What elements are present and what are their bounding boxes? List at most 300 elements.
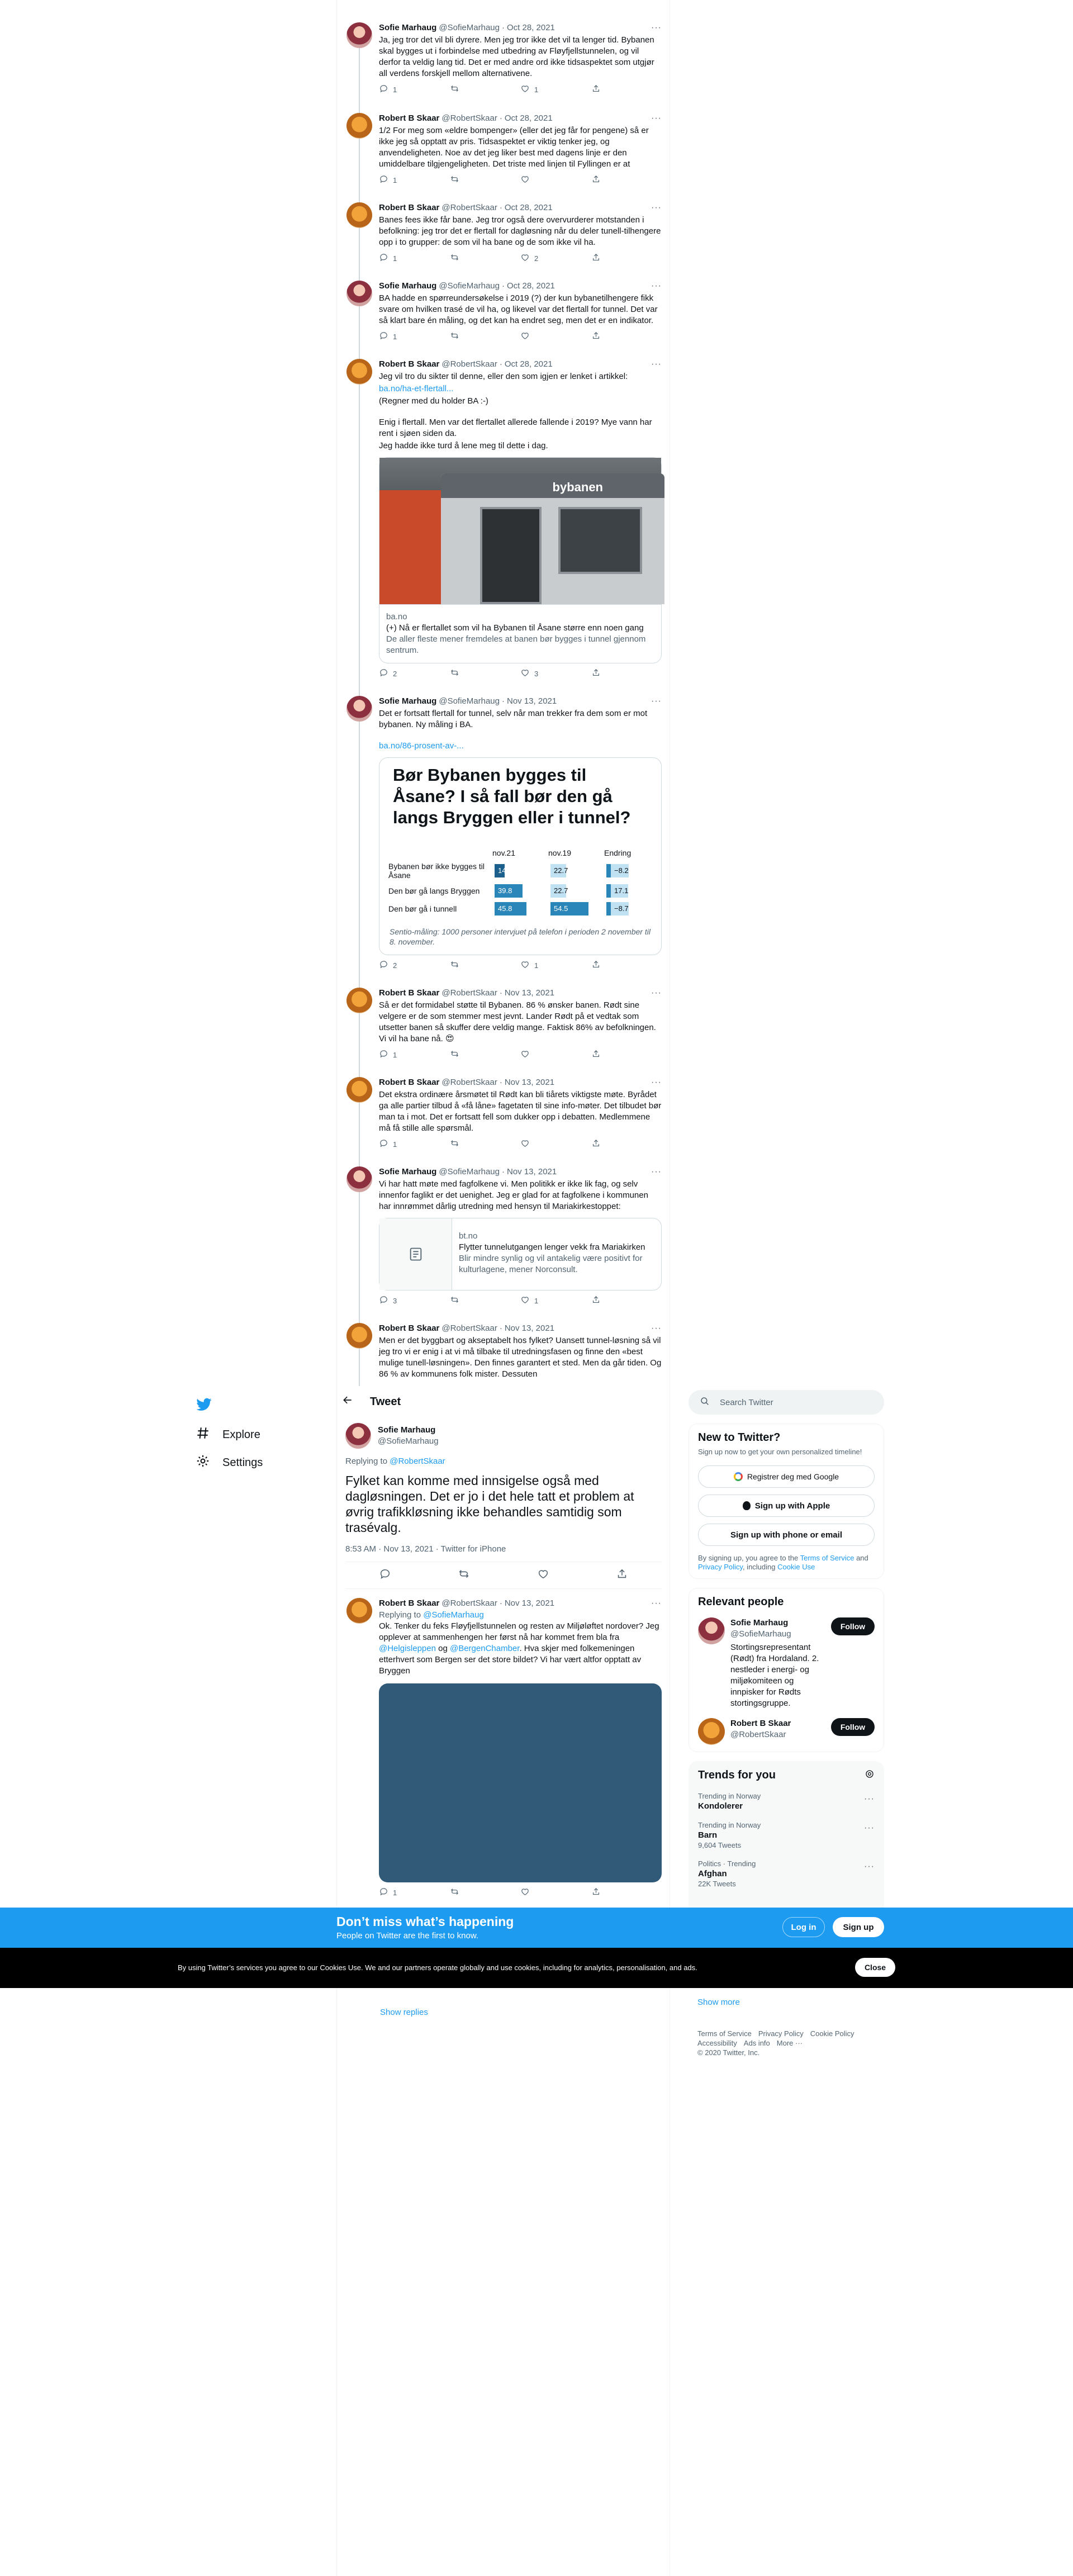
tweet-text-line: Enig i flertall. Men var det flertallet allerede fallende i 2019? Mye vann har rent i sjøen siden da. [379,418,652,438]
like-icon [520,1138,530,1150]
author-handle[interactable]: @RobertSkaar [441,1323,497,1333]
like-icon [520,253,530,264]
tweet-text-line: Jeg vil tro du sikter til denne, eller den som igjen er lenket i artikkel: [379,372,628,381]
thread-tweet[interactable] [345,1166,662,1311]
tweet-text-line: Jeg hadde ikke turd å lene meg til dette i dag. [379,441,548,450]
reply-count: 2 [393,961,397,970]
avatar[interactable] [346,281,372,306]
tweet-actions [379,79,662,99]
avatar[interactable] [345,1423,371,1449]
share-action[interactable] [591,1887,662,1898]
tweet-date[interactable]: Oct 28, 2021 [504,113,553,123]
separator-dot: · [499,1598,502,1608]
document-icon [379,1218,452,1290]
reply-count: 1 [393,1888,397,1897]
avatar[interactable] [346,696,372,722]
share-icon [591,84,601,95]
avatar[interactable] [346,22,372,48]
trend-context: Trending in Norway [698,1792,761,1800]
tweet-actions [379,1882,662,1903]
apple-icon [743,1501,751,1510]
like-action[interactable] [520,174,591,186]
author-name[interactable]: Robert B Skaar [379,203,440,212]
tweet-text [379,1000,662,1045]
signup-banner-subtitle: People on Twitter are the first to know. [336,1931,479,1941]
avatar[interactable] [346,1598,372,1624]
tweet-timestamp[interactable]: 8:53 AM · Nov 13, 2021 · Twitter for iPhone [345,1544,662,1562]
thread-tweet[interactable] [345,1077,662,1154]
signup-banner [0,1908,1073,1948]
left-nav [196,1392,324,1477]
tweet-text [379,708,662,752]
footer-link[interactable]: Ads info [743,2039,770,2047]
avatar[interactable] [346,1166,372,1192]
poll-bar-nov21: 14.5 [495,864,505,877]
tweet-link[interactable]: ba.no/86-prosent-av-... [379,741,464,751]
trend-context: Trending in Norway [698,1821,761,1829]
poll-row [386,860,654,882]
trend-context: Politics · Trending [698,1859,756,1868]
share-icon [591,1138,601,1150]
google-signup-label: Registrer deg med Google [747,1472,839,1481]
footer-link[interactable]: Cookie Policy [810,2029,854,2038]
card-title: Flytter tunnelutgangen lenger vekk fra Mariakirken [459,1242,645,1252]
retweet-icon [450,1138,459,1150]
conjunction: og [438,1644,448,1653]
poll-column-header: nov.19 [548,848,571,857]
show-replies-link[interactable]: Show replies [380,2008,428,2017]
poll-change: −8.7 [606,902,629,915]
avatar[interactable] [346,202,372,228]
reply-count: 1 [393,85,397,94]
share-icon[interactable] [616,1568,628,1583]
reply-icon [379,84,388,95]
tweet-actions [379,955,662,975]
poll-row [386,882,654,900]
author-handle[interactable]: @SofieMarhaug [439,696,500,706]
author-name[interactable]: Robert B Skaar [379,359,440,369]
google-signup-button[interactable] [698,1465,875,1488]
phone-signup-button[interactable] [698,1524,875,1546]
more-icon[interactable]: ··· [651,1598,662,1608]
person-handle[interactable]: @RobertSkaar [730,1730,786,1739]
person-bio: Stortingsrepresentant (Rødt) fra Hordaland. 2. nestleder i energi- og miljøkomiteen og innpisker for Rødts stortingsgruppe. [730,1643,819,1708]
poll-bar-nov19: 22.7 [550,884,566,898]
trend-item[interactable] [698,1859,875,1888]
retweet-icon[interactable] [458,1568,470,1583]
reply-count: 2 [393,669,397,678]
share-action[interactable] [591,1049,662,1060]
reply-icon[interactable] [379,1568,391,1583]
like-icon [520,1887,530,1898]
relevant-people-panel [689,1588,884,1752]
page-title: Tweet [370,1395,401,1408]
separator-dot: · [499,359,502,369]
more-icon[interactable]: ··· [651,696,662,706]
thread-tweet[interactable] [345,113,662,190]
author-name[interactable]: Robert B Skaar [379,1078,440,1087]
more-icon[interactable]: ··· [864,1823,875,1833]
terms-link[interactable]: Terms of Service [800,1554,854,1562]
thread-tweet[interactable] [345,696,662,975]
author-handle[interactable]: @RobertSkaar [441,988,497,998]
reply-icon [379,1138,388,1150]
like-action[interactable] [520,253,591,264]
relevant-person[interactable] [698,1718,875,1745]
link-preview-card[interactable] [379,457,662,663]
reply-action[interactable] [379,1049,450,1060]
back-arrow-icon[interactable] [342,1394,353,1409]
nav-settings-label: Settings [222,1456,263,1469]
tram-photo [379,458,661,604]
like-icon [520,668,530,679]
more-icon[interactable]: ··· [651,113,662,123]
replying-to [379,1610,662,1620]
tweet-text [379,293,662,326]
avatar[interactable] [346,1323,372,1349]
share-icon [591,1295,601,1306]
retweet-action[interactable] [450,960,521,971]
tweet-text [379,1179,662,1212]
like-count: 1 [534,1296,539,1305]
tweet-date[interactable]: Nov 13, 2021 [506,1167,557,1176]
cookie-close-button[interactable]: Close [855,1958,895,1977]
login-button[interactable]: Log in [782,1917,825,1937]
person-name[interactable]: Robert B Skaar [730,1719,791,1728]
retweet-action[interactable] [450,84,521,95]
like-icon [520,84,530,95]
avatar[interactable] [346,359,372,385]
like-action[interactable] [520,668,591,679]
replying-label: Replying to [345,1457,388,1466]
reply-icon [379,331,388,342]
thread-tweet[interactable] [345,202,662,268]
share-action[interactable] [591,174,662,186]
author-handle[interactable]: @RobertSkaar [441,359,497,369]
trend-title: Kondolerer [698,1801,743,1811]
reply-tweet[interactable] [345,1598,662,1903]
more-icon[interactable]: ··· [651,1167,662,1176]
tweet-date[interactable]: Nov 13, 2021 [504,1598,555,1608]
reply-action[interactable] [379,668,450,679]
replying-to-link[interactable]: @RobertSkaar [390,1457,445,1466]
nav-settings[interactable] [196,1449,324,1477]
tweet-date[interactable]: Oct 28, 2021 [504,359,553,369]
footer-link[interactable]: More ··· [776,2039,803,2047]
more-icon[interactable]: ··· [651,23,662,32]
reply-icon [379,1887,388,1898]
tweet-actions [379,248,662,268]
avatar[interactable] [346,988,372,1013]
retweet-icon [450,253,459,264]
author-handle[interactable]: @SofieMarhaug [439,1167,500,1176]
trend-title: Barn [698,1830,718,1840]
retweet-action[interactable] [450,1295,521,1306]
tweet-text [379,125,662,170]
nav-explore[interactable] [196,1421,324,1449]
author-name[interactable]: Sofie Marhaug [379,696,437,706]
like-icon[interactable] [537,1568,549,1583]
more-icon[interactable]: ··· [651,203,662,212]
author-name[interactable]: Robert B Skaar [379,988,440,998]
tweet-actions [379,170,662,190]
share-action[interactable] [591,84,662,95]
search-input[interactable] [689,1390,884,1415]
tweet-detail [345,1392,662,1903]
card-description: Blir mindre synlig og vil antakelig være positivt for kulturlagene, mener Norconsult. [459,1254,643,1274]
gear-icon[interactable] [865,1769,875,1782]
tweet-date[interactable]: Nov 13, 2021 [504,988,555,998]
tweet-actions [379,1045,662,1065]
card-description: De aller fleste mener fremdeles at banen bør bygges i tunnel gjennom sentrum. [386,634,646,655]
retweet-action[interactable] [450,668,521,679]
right-sidebar [689,1390,884,1931]
thread-tweet[interactable] [345,1323,662,1379]
retweet-action[interactable] [450,174,521,186]
more-icon[interactable]: ··· [651,281,662,291]
reply-action[interactable] [379,174,450,186]
like-action[interactable] [520,1887,591,1898]
terms-text: , including [742,1563,776,1571]
new-to-twitter-panel [689,1424,884,1579]
share-action[interactable] [591,253,662,264]
like-action[interactable] [520,331,591,342]
like-action[interactable] [520,1049,591,1060]
tweet-link[interactable]: ba.no/ha-et-flertall... [379,384,454,393]
reply-icon [379,960,388,971]
share-icon [591,668,601,679]
share-action[interactable] [591,668,662,679]
like-icon [520,174,530,186]
reply-icon [379,1049,388,1060]
poll-row-label: Den bør gå langs Bryggen [388,886,480,895]
trend-item[interactable] [698,1792,875,1811]
gear-icon [196,1454,210,1472]
search-placeholder: Search Twitter [720,1397,773,1407]
thread-tweet[interactable] [345,22,662,99]
trend-list [698,1792,875,1888]
apple-signup-button[interactable] [698,1495,875,1517]
tweet-text-line: Vi har hatt møte med fagfolkene vi. Men politikk er ikke lik fag, og selv innenfor faglikt er det uenighet. Jeg er glad for at fagfolkene i kommunen har innrømmet dårlig utredning med hensyn til Mariakirkestoppet: [379,1179,648,1211]
thread-tweet[interactable] [345,281,662,347]
share-action[interactable] [591,1295,662,1306]
thread-list [345,22,662,1379]
tweet-text-line: 1/2 For meg som «eldre bompenger» (eller det jeg får for pengene) så er ikke jeg så opptatt av pris. Tidsaspektet er viktig tenker jeg, og anvendeligheten. Noe av det jeg liker best med dagens linje er den umiddelbare tilgjengeligheten. Det triste med linjen til Fyllingen er at [379,126,649,169]
tweet-text-part: . Hva skjer med folkemeningen etterhvert som Bergen ser det store bildet? Vi har vært altfor opptatt av Bryggen [379,1644,642,1676]
reply-action[interactable] [379,253,450,264]
tweet-actions [379,1291,662,1311]
focused-tweet-actions [345,1562,662,1589]
footer-link[interactable]: Privacy Policy [758,2029,804,2038]
signup-button[interactable]: Sign up [833,1917,884,1937]
mention-link[interactable]: @Helgisleppen [379,1644,436,1653]
like-action[interactable] [520,1295,591,1306]
share-icon [591,253,601,264]
author-name[interactable]: Robert B Skaar [379,113,440,123]
nav-explore-label: Explore [222,1428,260,1441]
like-count: 3 [534,669,539,678]
separator-dot: · [499,1078,502,1087]
like-action[interactable] [520,960,591,971]
author-handle[interactable]: @SofieMarhaug [439,23,500,32]
follow-button[interactable]: Follow [831,1617,875,1635]
mention-link[interactable]: @BergenChamber [449,1644,520,1653]
separator-dot: · [501,696,505,706]
more-icon[interactable]: ··· [651,359,662,369]
focused-tweet-text: Fylket kan komme med innsigelse også med dagløsningen. Det er jo i det hele tatt et problem at øvrig trafikkløsning ikke behandles samtidig som trasévalg. [345,1473,634,1535]
retweet-action[interactable] [450,1138,521,1150]
like-icon [520,1049,530,1060]
avatar[interactable] [698,1718,725,1745]
tweet-text [379,1335,662,1380]
separator-dot: · [499,1323,502,1333]
author-handle[interactable]: @RobertSkaar [441,113,497,123]
follow-button[interactable]: Follow [831,1718,875,1736]
sidebar-footer [697,2029,882,2057]
avatar[interactable] [698,1617,725,1644]
tweet-actions [379,326,662,347]
like-action[interactable] [520,84,591,95]
retweet-action[interactable] [450,331,521,342]
like-count: 1 [534,85,539,94]
tweet-text [379,371,662,452]
privacy-link[interactable]: Privacy Policy [698,1563,743,1571]
share-icon [591,960,601,971]
footer-link[interactable]: Accessibility [697,2039,737,2047]
separator-dot: · [501,281,505,291]
reply-action[interactable] [379,960,450,971]
tweet-date[interactable]: Oct 28, 2021 [506,281,555,291]
poll-table [386,846,654,918]
more-icon[interactable]: ··· [651,988,662,998]
share-icon [591,174,601,186]
more-icon[interactable]: ··· [864,1794,875,1804]
author-name[interactable]: Sofie Marhaug [378,1425,436,1435]
poll-column-header: Endring [604,848,632,857]
replying-to [345,1457,662,1466]
share-action[interactable] [591,331,662,342]
tweet-text-line: Så er det formidabel støtte til Bybanen. 86 % ønsker banen. Rødt sine velgere er de som stemmer mest jevnt. Lander Rødt på et vedtak som utsetter banen så skuffer dere veldig mange. Faktisk 86% av befolkningen. Vi vil ha bane nå. 😍 [379,1000,656,1043]
tweet-text-line: Banes fees ikke får bane. Jeg tror også dere overvurderer motstanden i befolkning: jeg tror det er flertall for dagløsning når du deler tunell-tilhengere opp i to grupper: de som vil ha bane og de som ikke vil ha. [379,215,661,247]
reply-action[interactable] [379,331,450,342]
author-name[interactable]: Sofie Marhaug [379,281,437,291]
retweet-icon [450,960,459,971]
retweet-action[interactable] [450,1887,521,1898]
reply-count: 1 [393,1140,397,1149]
more-icon[interactable]: ··· [651,1323,662,1333]
author-handle[interactable]: @SofieMarhaug [439,281,500,291]
tweet-date[interactable]: Oct 28, 2021 [504,203,553,212]
cookie-banner [0,1948,1073,1988]
author-handle[interactable]: @SofieMarhaug [378,1436,439,1446]
author-handle[interactable]: @RobertSkaar [441,203,497,212]
tweet-text-line: Det ekstra ordinære årsmøtet til Rødt kan bli tiårets viktigste møte. Byrådet ga alle partier tilbud å «få låne» fagetaten til sine info-møter. Det tilbudet bør man ta i mot. Det er fortsatt fell som dukker opp i debatten. Medlemmene må få stille alle spørsmål. [379,1090,662,1133]
google-icon [734,1472,743,1481]
replying-to-link[interactable]: @SofieMarhaug [423,1610,484,1620]
card-domain: ba.no [386,612,407,622]
retweet-action[interactable] [450,253,521,264]
author-handle[interactable]: @RobertSkaar [441,1598,497,1608]
replying-label: Replying to [379,1610,421,1620]
reply-count: 1 [393,254,397,263]
person-handle[interactable]: @SofieMarhaug [730,1629,791,1639]
reply-action[interactable] [379,1887,450,1898]
share-icon [591,331,601,342]
more-icon[interactable]: ··· [864,1862,875,1871]
signup-banner-title: Don’t miss what’s happening [336,1914,514,1929]
search-icon [700,1396,710,1408]
share-action[interactable] [591,960,662,971]
tweet-text-line: Det er fortsatt flertall for tunnel, selv når man trekker fra dem som er mot bybanen. Ny måling i BA. [379,709,648,729]
show-more-link[interactable]: Show more [697,1998,740,2007]
tweet-date[interactable]: Nov 13, 2021 [504,1323,555,1333]
reply-action[interactable] [379,1295,450,1306]
trend-count: 9,604 Tweets [698,1841,742,1849]
poll-bar-nov21: 45.8 [495,902,526,915]
retweet-action[interactable] [450,1049,521,1060]
reply-action[interactable] [379,84,450,95]
poll-title: Bør Bybanen bygges til Åsane? I så fall bør den gå langs Bryggen eller i tunnel? [393,765,631,827]
thread-tweet[interactable] [345,359,662,684]
reply-count: 1 [393,1050,397,1059]
poll-row-label: Bybanen bør ikke bygges til Åsane [388,862,485,880]
reply-action[interactable] [379,1138,450,1150]
poll-image-card[interactable] [379,757,662,955]
like-action[interactable] [520,1138,591,1150]
card-domain: bt.no [459,1231,478,1241]
focused-tweet [345,1423,662,1589]
tweet-text-line: Ja, jeg tror det vil bli dyrere. Men jeg tror ikke det vil ta lenger tid. Bybanen skal bygges ut i forbindelse med utbedring av Fløyfjellstunnelen, og vil derfor ta veldig lang tid. Det er med andre ord ikke tidsaspektet som utgjør all verdens forskjell mellom alternativene. [379,35,654,78]
share-icon [591,1049,601,1060]
avatar[interactable] [346,113,372,139]
tweet-media[interactable] [379,1683,662,1882]
tweet-date[interactable]: Nov 13, 2021 [506,696,557,706]
relevant-person[interactable] [698,1617,875,1709]
thread-tweet[interactable] [345,988,662,1065]
twitter-logo-icon[interactable] [196,1392,324,1417]
footer-link[interactable]: Terms of Service [697,2029,752,2038]
author-name[interactable]: Robert B Skaar [379,1598,440,1608]
retweet-icon [450,1049,459,1060]
retweet-icon [450,331,459,342]
reply-icon [379,174,388,186]
share-action[interactable] [591,1138,662,1150]
separator-dot: · [499,113,502,123]
author-handle[interactable]: @RobertSkaar [441,1078,497,1087]
tweet-date[interactable]: Oct 28, 2021 [506,23,555,32]
like-count: 1 [534,961,539,970]
author-name[interactable]: Robert B Skaar [379,1323,440,1333]
tweet-text [379,1089,662,1134]
author-name[interactable]: Sofie Marhaug [379,1167,437,1176]
avatar[interactable] [346,1077,372,1103]
tweet-text-line: (Regner med du holder BA :-) [379,396,488,406]
tweet-date[interactable]: Nov 13, 2021 [504,1078,555,1087]
relevant-people-title: Relevant people [698,1596,784,1608]
tweet-text [379,215,662,248]
trend-item[interactable] [698,1821,875,1849]
author-name[interactable]: Sofie Marhaug [379,23,437,32]
link-preview-card[interactable] [379,1218,662,1291]
person-name[interactable]: Sofie Marhaug [730,1618,789,1628]
tweet-detail-header [342,1392,662,1412]
poll-row-label: Den bør gå i tunnell [388,904,457,913]
more-icon[interactable]: ··· [651,1078,662,1087]
reply-count: 1 [393,175,397,184]
hashtag-icon [196,1426,210,1444]
cookie-use-link[interactable]: Cookie Use [777,1563,815,1571]
tweet-text [379,35,662,79]
